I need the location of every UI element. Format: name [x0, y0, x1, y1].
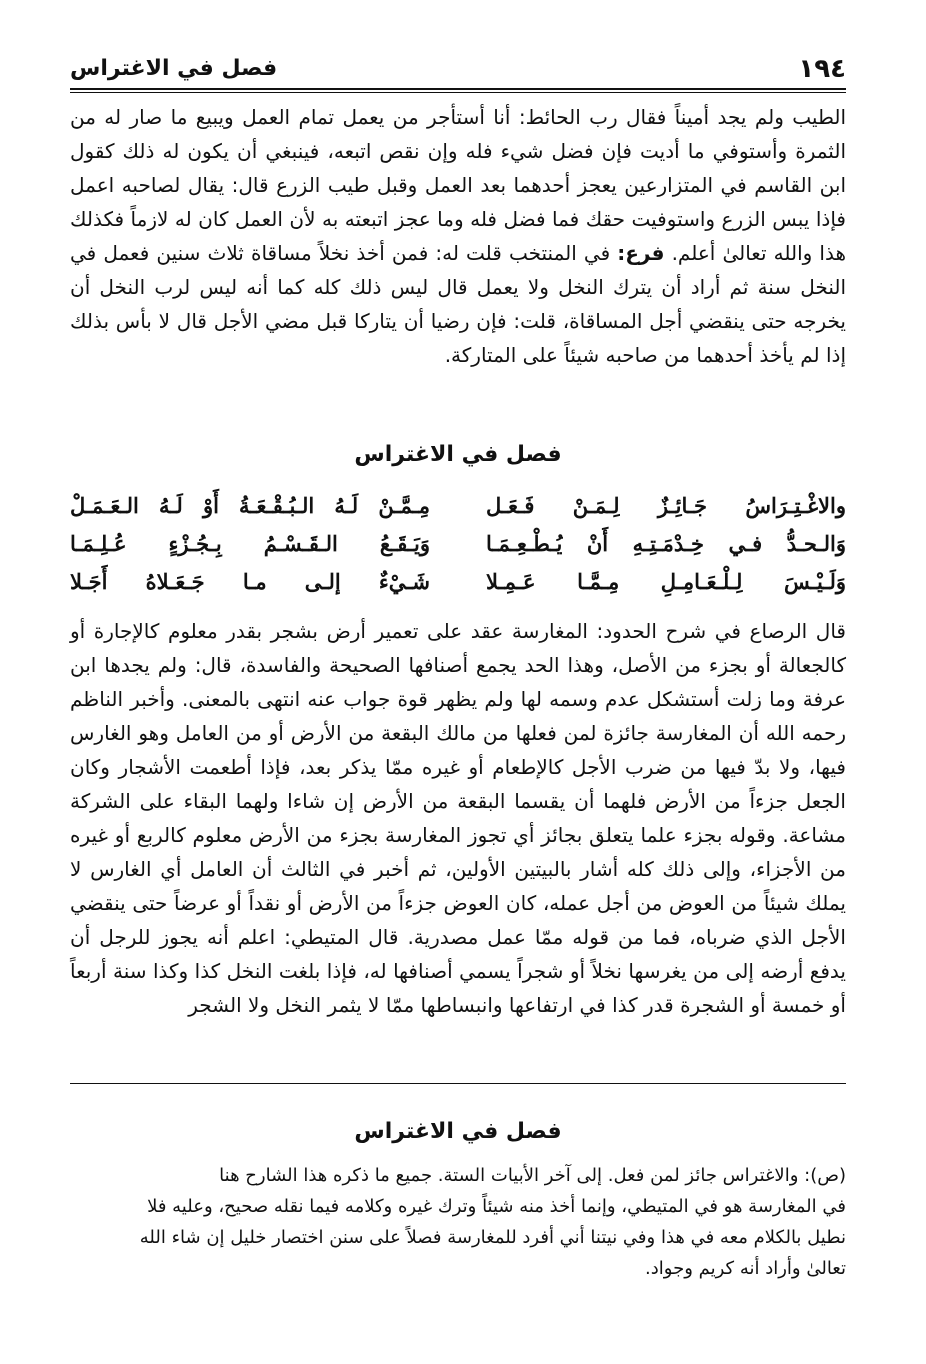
verse: [70, 486, 846, 524]
verse: [70, 524, 846, 562]
body-paragraph-2: قال الرصاع في شرح الحدود: المغارسة عقد على تعمير أرض بشجر بقدر معلوم كالإجارة أو كالجعالة أو بجزء من الأصل، وهذا الحد يجمع أصنافها الصحيحة والفاسدة، قال: ولم يجدها ابن عرفة وما زلت أستشكل عدم وسمه لها ولم يظهر قوة جواب عنه انتهى بالمعنى. وأخبر الناظم رحمه الله أن المغارسة جائزة لمن فعلها من مالك البقعة من الأرض أو من العامل وهو الغارس فيها، ولا بدّ فيها من ضرب الأجل كالإطعام أو غيره ممّا يذكر بعد، فإذا أطعمت الأشجار وكان الجعل جزءاً من الأرض فلهما أن يقسما البقعة من الأرض إن شاءا ولهما البقاء على الشركة مشاعة. وقوله بجزء علما يتعلق بجائز أي تجوز المغارسة بجزء من الأرض معلوم كالربع أو غيره من الأجزاء، وإلى ذلك كله أشار بالبيتين الأولين، ثم أخبر في الثالث أن العامل أي الغارس لا يملك شيئاً من العوض من أجل عمله، كان العوض جزءاً من الأرض أو نقداً أو عرضاً حتى ينقضي الأجل الذي ضرباه، فما من قوله ممّا عمل مصدرية. قال المتيطي: اعلم أنه يجوز للرجل أن يدفع أرضه إلى من يغرسها نخلاً أو شجراً يسمي أصنافها له، فإذا بلغت النخل كذا وكذا سنة أربعاً أو خمسة أو الشجرة قدر كذا في ارتفاعها وانبساطها ممّا لا يثمر النخل ولا الشجر: [70, 619, 846, 1017]
paragraph-text-cont: في المنتخب قلت له: فمن أخذ نخلاً مساقاة ثلاث سنين فعمل في النخل سنة ثم أراد أن يترك النخل ولا يعمل قال ليس ذلك كله كما أنه ليس لرب النخل أن يخرجه حتى ينقضي أجل المساقاة، قلت: فإن رضيا أن يتاركا قبل مضي الأجل قال لا بأس بذلك إذا لم يأخذ أحدهما من صاحبه شيئاً على المتاركة.: [70, 241, 846, 367]
page-header: [70, 48, 846, 84]
verse-left-hemistich: مِـمَّـنْ لَـهُ الـبُـقْـعَـةُ أَوْ لَـهُ الـعَـمَـلْ: [70, 492, 430, 518]
poem: [70, 486, 846, 600]
commentary-heading: فصل في الاغتراس: [354, 1119, 562, 1144]
footnote-separator: [70, 1083, 846, 1084]
commentary-line: نطيل بالكلام معه في هذا وفي نيتنا أني أفرد للمغارسة فصلاً على سنن اختصار خليل إن شاء الله: [139, 1227, 846, 1248]
verse: [70, 562, 846, 600]
commentary-block: [70, 1160, 846, 1284]
commentary-line: في المغارسة هو في المتيطي، وإنما أخذ منه شيئاً وترك غيره وكلامه فيما نقله صحيح، وعليه فلا: [147, 1196, 846, 1217]
commentary-line-text: والاغتراس جائز لمن فعل. إلى آخر الأبيات الستة. جميع ما ذكره هذا الشارح هنا: [219, 1165, 799, 1186]
verse-left-hemistich: شَـيْءٌ إلـى مـا جَـعَـلاهُ أَجَـلا: [70, 568, 430, 594]
far-label: فرع:: [617, 241, 665, 265]
section-heading: فصل في الاغتراس: [354, 442, 562, 467]
body-paragraph-1: [70, 100, 846, 372]
commentary-line: [70, 1160, 846, 1191]
verse-right-hemistich: وَلَـيْـسَ لِـلْـعَـامِـلِ مِـمَّـا عَـمِـلا: [486, 568, 846, 594]
running-title: فصل في الاغتراس: [70, 56, 278, 81]
verse-right-hemistich: وَالـحـدُّ فـي خِـدْمَـتِـهِ أَنْ يُـطْـعِـمَـا: [486, 530, 846, 556]
header-rule: [70, 88, 846, 93]
paragraph-text: الطيب ولم يجد أميناً فقال رب الحائط: أنا أستأجر من يعمل تمام العمل ويبيع ما صار له من الثمرة وأستوفي ما أديت فإن فضل شيء فله وإن نقص اتبعه، فينبغي أن يكون له ذلك كقول ابن القاسم في المتزارعين يعجز أحدهما بعد العمل وقبل طيب الزرع قال: يقال لصاحبه اعمل فإذا يبس الزرع واستوفيت حقك فما فضل فله وما عجز اتبعته به لأن العمل كان له لازماً فكذلك هذا والله تعالىٰ أعلم.: [70, 105, 846, 265]
commentary-line: تعالىٰ وأراد أنه كريم وجواد.: [645, 1258, 846, 1279]
verse-right-hemistich: والاغْـتِـرَاسُ جَـائِـزٌ لِـمَـنْ فَـعَـل: [486, 492, 846, 518]
commentary-marker: (ص):: [804, 1165, 846, 1186]
page-number: ١٩٤: [798, 54, 846, 84]
verse-left-hemistich: وَيَـقَـعُ الـقَـسْـمُ بِـجُـزْءٍ عُـلِـمَـا: [70, 530, 430, 556]
